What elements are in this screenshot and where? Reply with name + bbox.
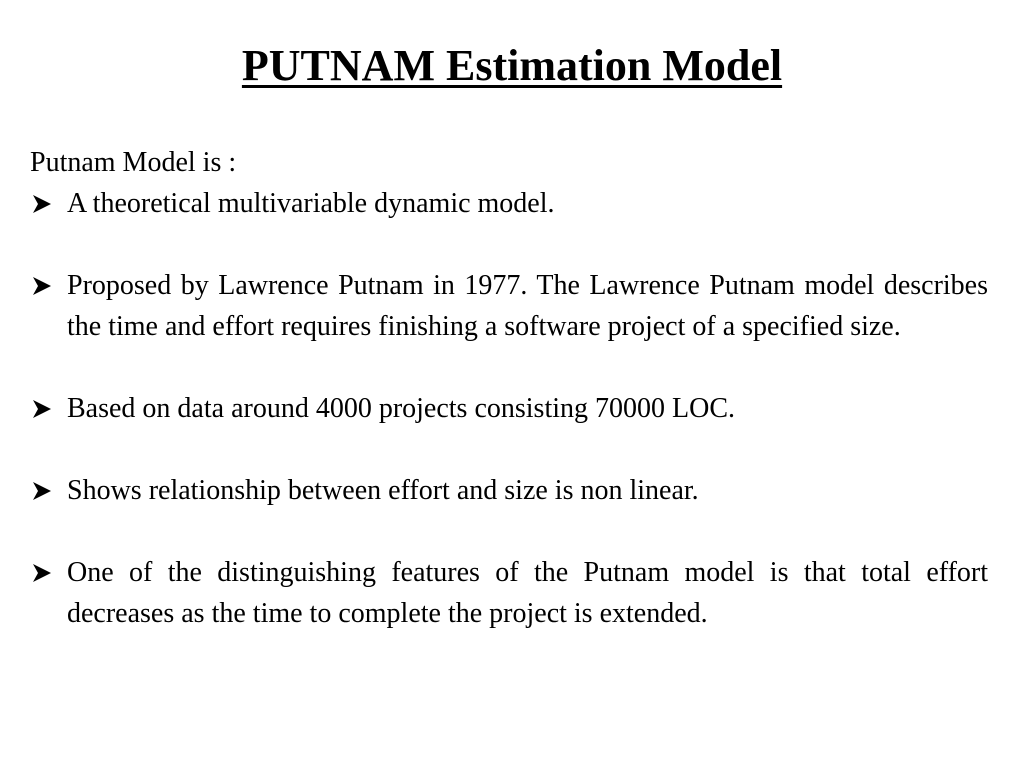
- arrowhead-bullet-icon: [32, 399, 52, 419]
- arrowhead-bullet-icon: [32, 481, 52, 501]
- arrowhead-bullet-icon: [32, 563, 52, 583]
- bullet-text: A theoretical multivariable dynamic model.: [67, 188, 555, 219]
- arrowhead-bullet-icon: [32, 194, 52, 214]
- bullet-item-2: [30, 265, 988, 347]
- bullet-text: Based on data around 4000 projects consisting 70000 LOC.: [67, 393, 736, 424]
- bullet-item-4: [30, 470, 988, 511]
- intro-text: Putnam Model is :: [30, 147, 237, 178]
- slide-title: [0, 38, 1024, 94]
- bullet-item-1: [30, 183, 988, 224]
- slide-title-text: PUTNAM Estimation Model: [241, 41, 783, 90]
- bullet-item-3: [30, 388, 988, 429]
- bullet-text: One of the distinguishing features of the Putnam model is that total effort decreases as the time to complete the project is extended.: [67, 557, 988, 629]
- bullet-text: Proposed by Lawrence Putnam in 1977. The Lawrence Putnam model describes the time and effort requires finishing a software project of a specified size.: [67, 270, 988, 342]
- bullet-list: [30, 183, 988, 634]
- bullet-item-5: [30, 552, 988, 634]
- slide-content: [30, 142, 988, 634]
- bullet-text: Shows relationship between effort and size is non linear.: [67, 475, 699, 506]
- arrowhead-bullet-icon: [32, 276, 52, 296]
